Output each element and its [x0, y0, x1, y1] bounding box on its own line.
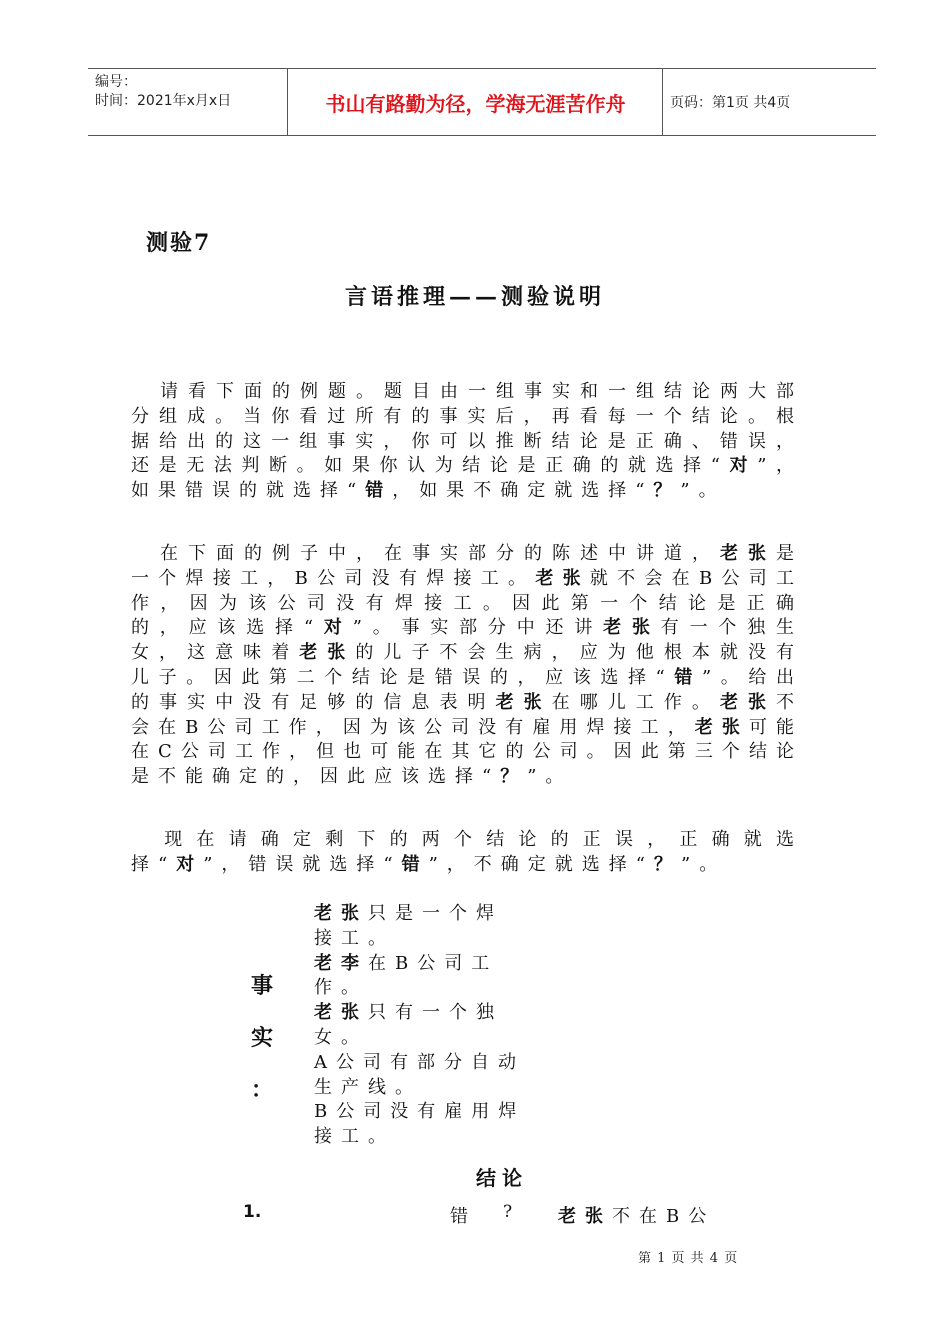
header-page-info: 页码：第1页 共4页	[670, 95, 791, 111]
conclusion-statement: 老张不在B公	[558, 1206, 716, 1227]
time-label: 时间：2021年x月x日	[95, 93, 232, 109]
conclusions-title: 结论	[476, 1166, 528, 1190]
header-motto: 书山有路勤为径，学海无涯苦作舟	[325, 91, 626, 116]
page-footer: 第 1 页 共 4 页	[638, 1251, 739, 1266]
wrong-option[interactable]: 错	[450, 1206, 468, 1227]
header-meta	[95, 73, 231, 111]
conclusion-number: 1.	[243, 1202, 262, 1222]
example-paragraph: 在下面的例子中，在事实部分的陈述中讲道，老张是一个焊接工，B公司没有焊接工。老张就不会在B公司工作，因为该公司没有焊接工。因此第一个结论是正确的，应该选择“对”。事实部分中还讲老张有一个独生女，这意味着老张的儿子不会生病，应为他根本就没有儿子。因此第二个结论是错误的，应该选择“错”。给出的事实中没有足够的信息表明老张在哪儿工作。老张不会在B公司工作，因为该公司没有雇用焊接工，老张可能在C公司工作，但也可能在其它的公司。因此第三个结论是不能确定的，因此应该选择“？”。	[131, 543, 804, 788]
facts-list	[314, 902, 528, 1150]
fact-item: 老张只有一个独女。	[314, 1002, 503, 1048]
test-title: 测验7	[146, 230, 212, 256]
fact-item: 老李在B公司工作。	[314, 952, 499, 999]
header-divider	[662, 69, 663, 135]
fact-item: 老张只是一个焊接工。	[314, 903, 503, 949]
fact-item: A公司有部分自动生产线。	[314, 1051, 525, 1098]
header-divider	[287, 69, 288, 135]
task-paragraph: 现在请确定剩下的两个结论的正误，正确就选择“对”，错误就选择“错”，不确定就选择“？”。	[131, 829, 803, 875]
facts-label: 事 实 ：	[250, 973, 273, 1103]
fact-item: B公司没有雇用焊接工。	[314, 1101, 526, 1148]
document-title: 言语推理——测验说明	[344, 284, 605, 310]
number-label: 编号：	[95, 74, 137, 90]
instruction-paragraph-1: 请看下面的例题。题目由一组事实和一组结论两大部分组成。当你看过所有的事实后，再看每一个结论。根据给出的这一组事实，你可以推断结论是正确、错误，还是无法判断。如果你认为结论是正确的就选择“对”，如果错误的就选择“错，如果不确定就选择“？”。	[131, 381, 804, 502]
unsure-option[interactable]: ?	[503, 1202, 513, 1222]
page-header	[88, 68, 876, 136]
